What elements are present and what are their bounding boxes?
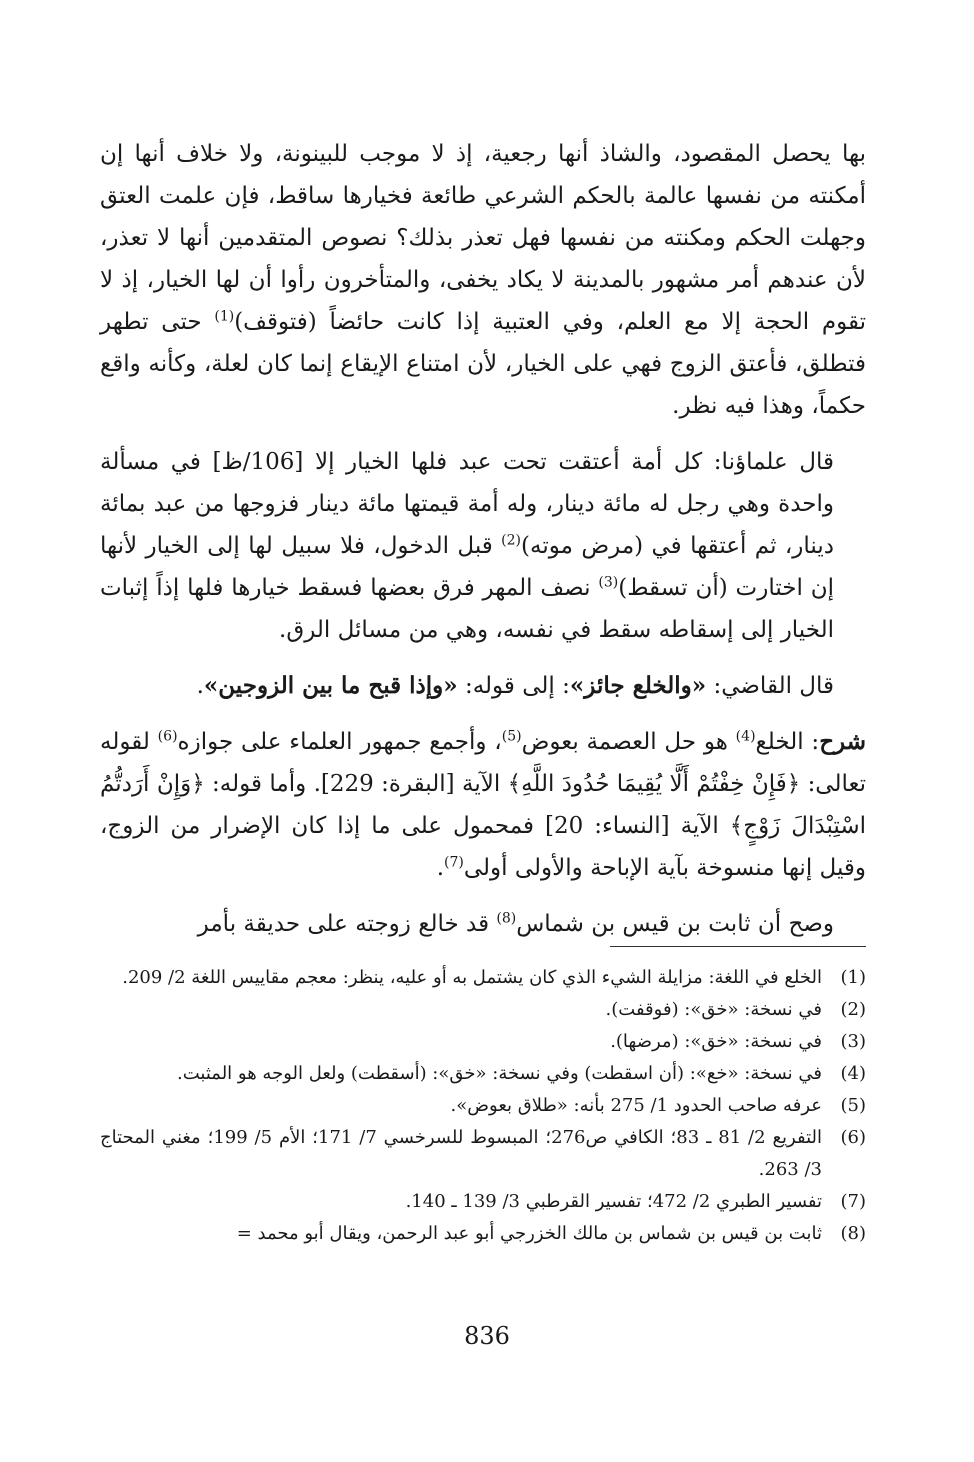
p4-line-1-mid: هو حل العصمة بعوض xyxy=(521,729,736,755)
footnote-ref-2[interactable]: (2) xyxy=(501,532,522,549)
page-number: 836 xyxy=(464,1322,510,1350)
p1-line-3: علمت العتق وجهلت الحكم ومكنته من نفسها فهل تعذر بذلك؟ نصوص xyxy=(100,183,867,251)
p1-line-2: أنها إن أمكنته من نفسها عالمة بالحكم الشرعي طائعة فخيارها ساقط، فإن xyxy=(100,141,867,209)
p4-line-1-text: : الخلع xyxy=(755,729,820,755)
p5-rest: قد خالع زوجته على حديقة بأمر xyxy=(197,911,497,937)
footnote-ref-3[interactable]: (3) xyxy=(598,574,619,591)
paragraph-1 xyxy=(100,133,866,427)
footnote-6 xyxy=(100,1122,866,1186)
footnote-number: (5) xyxy=(840,1095,866,1116)
p2-line-1: قال علماؤنا: كل أمة أعتقت تحت عبد فلها الخيار إلا [106/ظ] في xyxy=(170,449,835,475)
footnote-2 xyxy=(100,994,866,1026)
footnote-separator xyxy=(610,946,866,947)
footnote-number: (2) xyxy=(840,999,866,1020)
p2-line-5: فلها إذاً إثبات الخيار إلى إسقاطه سقط في نفسه، وهي من مسائل الرق. xyxy=(100,575,834,643)
p4-line-4-rest: . xyxy=(436,855,445,881)
p1-line-5: والمتأخرون رأوا أن لها الخيار، إذ لا تقوم الحجة إلا مع العلم، وفي العتبية xyxy=(100,267,866,335)
p1-line-1: بها يحصل المقصود، والشاذ أنها رجعية، إذ لا موجب للبينونة، ولا خلاف xyxy=(176,141,866,167)
paragraph-3 xyxy=(100,665,866,707)
sharh-keyword: شرح xyxy=(819,728,866,755)
paragraph-4 xyxy=(100,721,866,889)
p5-text: وصح أن ثابت بن قيس بن شماس xyxy=(516,911,834,937)
footnote-number: (3) xyxy=(840,1031,866,1052)
p1-line-4: المتقدمين أنها لا تعذر، لأن عندهم أمر مشهور بالمدينة لا يكاد يخفى، xyxy=(100,225,867,293)
p2-line-3-rest: قبل الدخول، فلا سبيل لها إلى xyxy=(207,533,502,559)
p4-line-3: قوله: ﴿وَإِنْ أَرَدتُّمُ اسْتِبْدَالَ زَوْجٍ﴾ الآية [النساء: 20] فمحمول على ما إذا كان xyxy=(100,771,867,839)
footnote-number: (7) xyxy=(840,1191,866,1212)
paragraph-5 xyxy=(100,903,866,945)
footnote-number: (8) xyxy=(840,1223,866,1244)
footnote-number: (1) xyxy=(840,967,866,988)
footnote-3 xyxy=(100,1026,866,1058)
p4-line-4-text: الإضرار من الزوج، وقيل إنها منسوخة بآية الإباحة والأولى أولى xyxy=(100,813,866,881)
p3-quote-1: «والخلع جائز» xyxy=(569,672,707,699)
p2-line-3-text: عبد بمائة دينار، ثم أعتقها في (مرض موته) xyxy=(100,491,834,559)
p2-line-4-rest: نصف المهر فرق بعضها فسقط خيارها xyxy=(231,575,599,601)
p2-line-4-text: الخيار لأنها إن اختارت (أن تسقط) xyxy=(100,533,834,601)
footnote-7 xyxy=(100,1186,866,1218)
footnote-number: (6) xyxy=(840,1127,866,1148)
p4-line-2-rest: لقوله تعالى: ﴿فَإِنْ خِفْتُمْ أَلَّا يُقِيمَا حُدُودَ اللَّهِ﴾ الآية [البقرة: 229]. وأما xyxy=(100,729,866,797)
footnote-ref-4[interactable]: (4) xyxy=(735,728,756,745)
footnotes xyxy=(100,962,866,1250)
footnote-text: في نسخة: «خق»: (مرضها). xyxy=(610,1031,822,1052)
footnote-ref-1[interactable]: (1) xyxy=(214,308,235,325)
footnote-8 xyxy=(100,1218,866,1250)
paragraph-2 xyxy=(100,441,866,651)
p1-line-6-rest: حتى تطهر فتطلق، فأعتق الزوج فهي على xyxy=(100,309,866,377)
footnote-1 xyxy=(100,962,866,994)
footnote-ref-6[interactable]: (6) xyxy=(157,728,178,745)
p3-mid: : إلى قوله: xyxy=(457,673,570,699)
p4-line-1 xyxy=(241,729,866,755)
p3-lead: قال القاضي: xyxy=(706,673,834,699)
footnote-ref-8[interactable]: (8) xyxy=(496,910,517,927)
main-text xyxy=(100,133,866,945)
footnote-text: تفسير الطبري 2/ 472؛ تفسير القرطبي 3/ 139 ـ 140. xyxy=(405,1191,822,1212)
footnote-text: عرفه صاحب الحدود 1/ 275 بأنه: «طلاق بعوض». xyxy=(450,1095,822,1116)
footnote-ref-5[interactable]: (5) xyxy=(501,728,522,745)
footnote-text: في نسخة: «خع»: (أن اسقطت) وفي نسخة: «خق»: (أسقطت) ولعل الوجه هو المثبت. xyxy=(177,1063,822,1084)
footnote-4 xyxy=(100,1058,866,1090)
footnote-text: في نسخة: «خق»: (فوقفت). xyxy=(605,999,822,1020)
p3-quote-2: «وإذا قبح ما بين الزوجين» xyxy=(203,672,458,699)
footnote-5 xyxy=(100,1090,866,1122)
p4-line-2-text: جوازه xyxy=(177,729,234,755)
footnote-text: ثابت بن قيس بن شماس بن مالك الخزرجي أبو عبد الرحمن، ويقال أبو محمد = xyxy=(236,1223,822,1244)
p2-line-2: مسألة واحدة وهي رجل له مائة دينار، وله أمة قيمتها مائة دينار فزوجها من xyxy=(100,449,834,517)
p1-line-7: الخيار، لأن امتناع الإيقاع إنما كان لعلة، وكأنه واقع حكماً، وهذا فيه نظر. xyxy=(100,351,866,419)
p4-line-1-rest: ، وأجمع جمهور العلماء على xyxy=(241,729,502,755)
footnote-text: التفريع 2/ 81 ـ 83؛ الكافي ص276؛ المبسوط للسرخسي 7/ 171؛ الأم 5/ 199؛ مغني المحتاج 3/ 263. xyxy=(100,1127,823,1180)
footnote-ref-7[interactable]: (7) xyxy=(444,854,464,871)
footnote-number: (4) xyxy=(840,1063,866,1084)
p1-line-6-text: إذا كانت حائضاً (فتوقف) xyxy=(234,309,480,335)
p3-end: . xyxy=(196,673,204,699)
footnote-text: الخلع في اللغة: مزايلة الشيء الذي كان يشتمل به أو عليه، ينظر: معجم مقاييس اللغة 2/ 209. xyxy=(122,967,822,988)
